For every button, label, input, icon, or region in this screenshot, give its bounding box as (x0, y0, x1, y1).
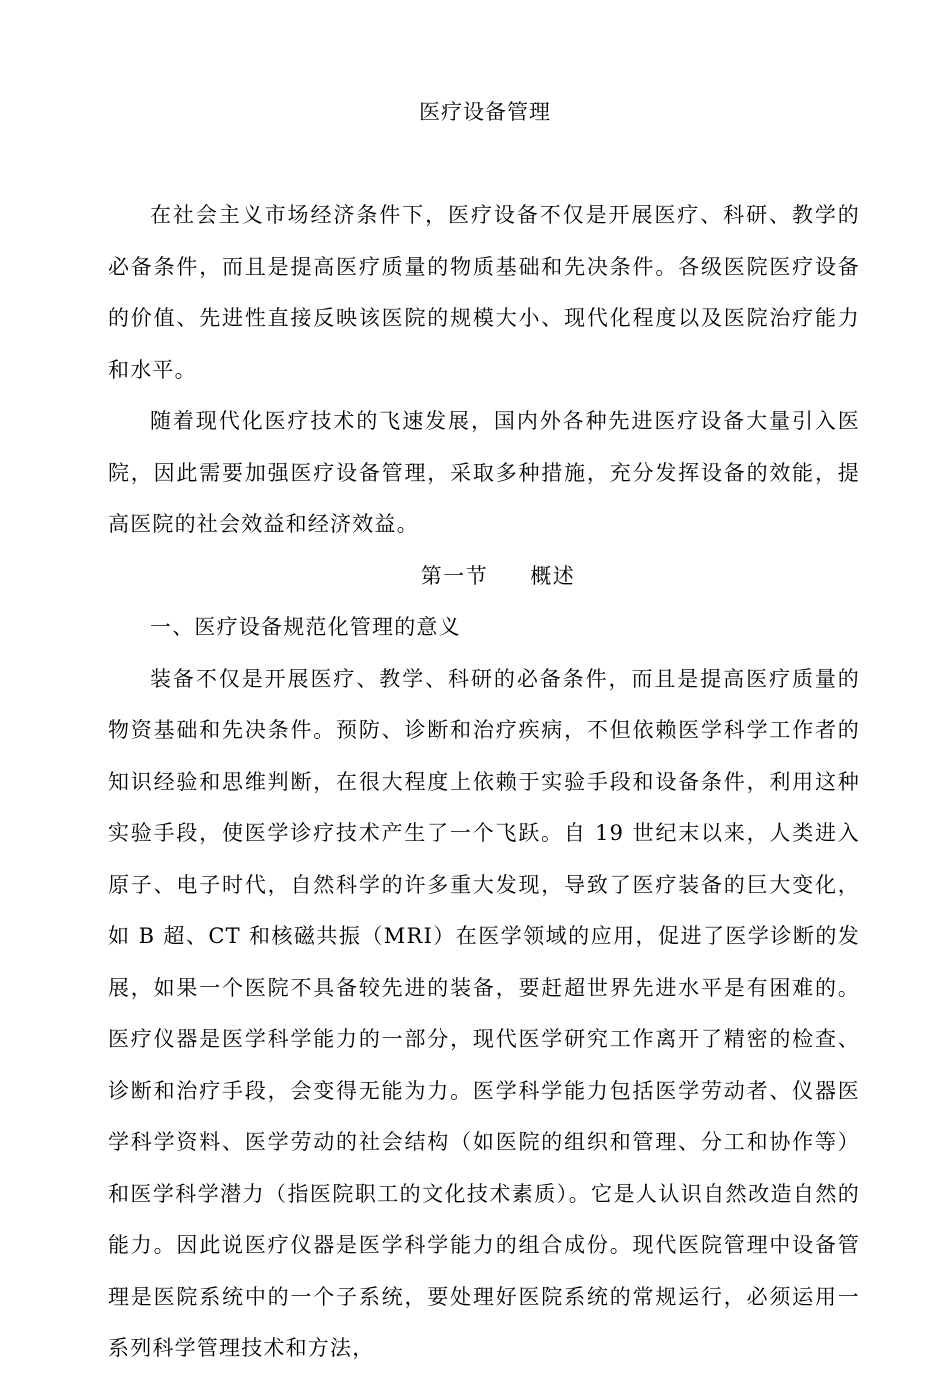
intro-paragraph-2: 随着现代化医疗技术的飞速发展，国内外各种先进医疗设备大量引入医院，因此需要加强医疗设备管理，采取多种措施，充分发挥设备的效能，提高医院的社会效益和经济效益。 (108, 409, 860, 536)
intro-paragraph-1: 在社会主义市场经济条件下，医疗设备不仅是开展医疗、科研、教学的必备条件，而且是提高医疗质量的物质基础和先决条件。各级医院医疗设备的价值、先进性直接反映该医院的规模大小、现代化程度以及医院治疗能力和水平。 (108, 203, 860, 382)
section-name: 概述 (530, 563, 576, 588)
subsection-heading: 一、医疗设备规范化管理的意义 (150, 615, 461, 639)
body-paragraph: 装备不仅是开展医疗、教学、科研的必备条件，而且是提高医疗质量的物资基础和先决条件。预防、诊断和治疗疾病，不但依赖医学科学工作者的知识经验和思维判断，在很大程度上依赖于实验手段和设备条件，利用这种实验手段，使医学诊疗技术产生了一个飞跃。自 19 世纪末以来，人类进入原子、电子时代，自然科学的许多重大发现，导致了医疗装备的巨大变化，如 B 超、CT 和核磁共振（MRI）在医学领域的应用，促进了医学诊断的发展，如果一个医院不具备较先进的装备，要赶超世界先进水平是有困难的。医疗仪器是医学科学能力的一部分，现代医学研究工作离开了精密的检查、诊断和治疗手段，会变得无能为力。医学科学能力包括医学劳动者、仪器医学科学资料、医学劳动的社会结构（如医院的组织和管理、分工和协作等）和医学科学潜力（指医院职工的文化技术素质）。它是人认识自然改造自然的能力。因此说医疗仪器是医学科学能力的组合成份。现代医院管理中设备管理是医院系统中的一个子系统，要处理好医院系统的常规运行，必须运用一系列科学管理技术和方法， (108, 666, 860, 1360)
section-heading (108, 551, 860, 603)
section-number: 第一节 (420, 563, 489, 588)
document-body (108, 190, 860, 1375)
document-title: 医疗设备管理 (419, 100, 551, 124)
